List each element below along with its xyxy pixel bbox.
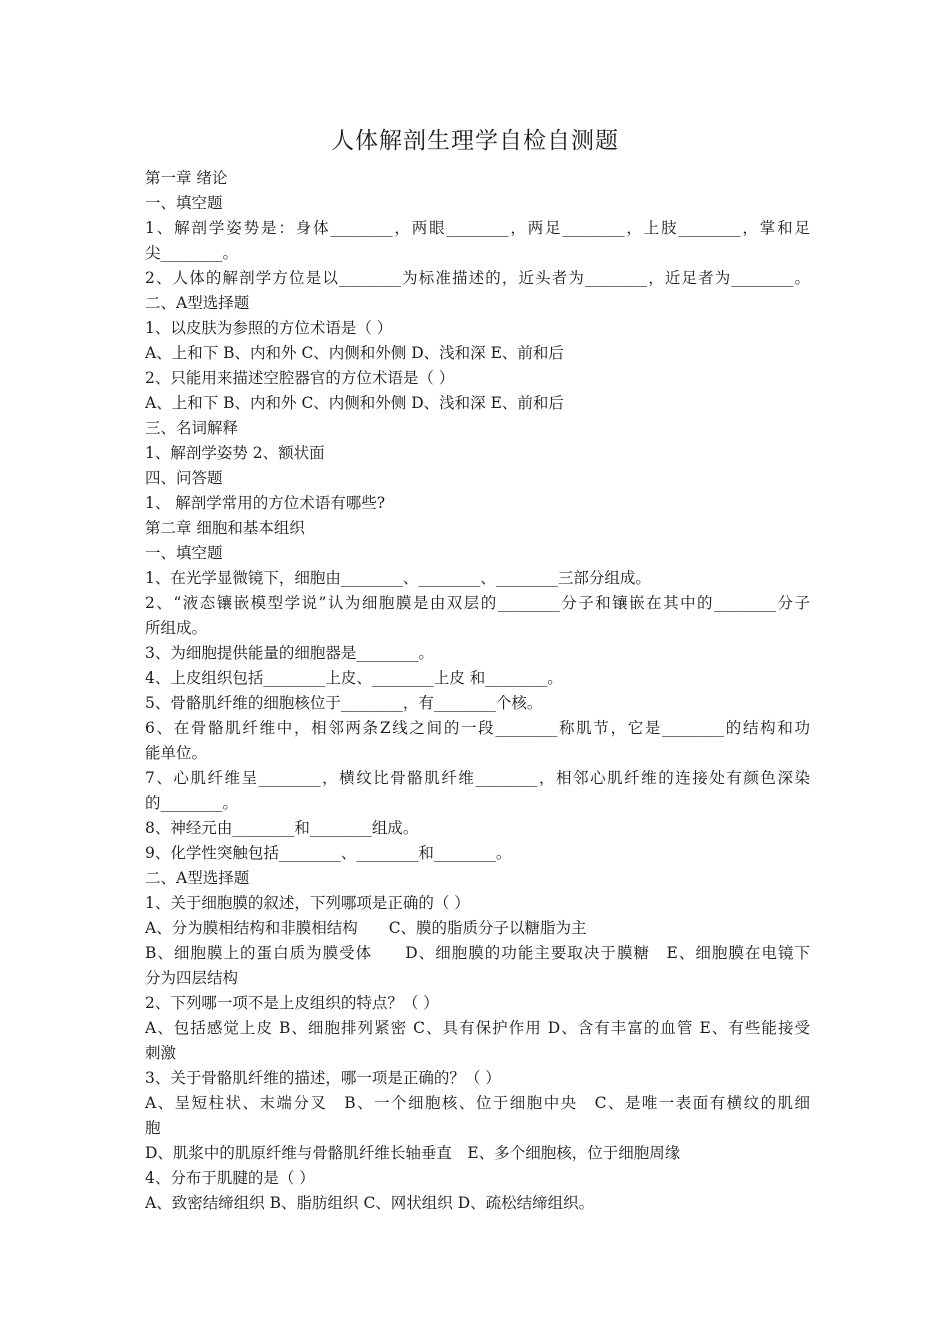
text-line: 一、填空题 xyxy=(145,194,223,212)
text-line: B、细胞膜上的蛋白质为膜受体 D、细胞膜的功能主要取决于膜糖 E、细胞膜在电镜下 xyxy=(145,944,810,962)
text-line: A、呈短柱状、末端分叉 B、一个细胞核、位于细胞中央 C、是唯一表面有横纹的肌细 xyxy=(145,1094,810,1112)
text-line: 9、化学性突触包括________、________和________。 xyxy=(145,844,512,862)
text-line: 四、问答题 xyxy=(145,469,223,487)
text-line: 4、分布于肌腱的是（ ） xyxy=(145,1169,315,1187)
text-line: 2、只能用来描述空腔器官的方位术语是（ ） xyxy=(145,369,455,387)
text-line: 1、解剖学姿势 2、额状面 xyxy=(145,444,325,462)
text-line: 1、 解剖学常用的方位术语有哪些? xyxy=(145,494,386,512)
text-line: 三、名词解释 xyxy=(145,419,239,437)
text-line: 的________。 xyxy=(145,794,239,812)
text-line: 3、关于骨骼肌纤维的描述，哪一项是正确的？（ ） xyxy=(145,1069,501,1087)
text-line: 二、A型选择题 xyxy=(145,869,250,887)
text-line: A、分为膜相结构和非膜相结构 C、膜的脂质分子以糖脂为主 xyxy=(145,919,587,937)
text-line: 7、心肌纤维呈________，横纹比骨骼肌纤维________，相邻心肌纤维的连接处有颜色深染 xyxy=(145,769,810,787)
text-line: 1、解剖学姿势是：身体________，两眼________，两足________，上肢________，掌和足 xyxy=(145,219,810,237)
text-line: 2、“液态镶嵌模型学说”认为细胞膜是由双层的________分子和镶嵌在其中的________分子 xyxy=(145,594,810,612)
text-line: 所组成。 xyxy=(145,619,208,637)
text-line: 一、填空题 xyxy=(145,544,223,562)
text-line: 二、A型选择题 xyxy=(145,294,250,312)
text-line: D、肌浆中的肌原纤维与骨骼肌纤维长轴垂直 E、多个细胞核，位于细胞周缘 xyxy=(145,1144,681,1162)
text-line: 8、神经元由________和________组成。 xyxy=(145,819,419,837)
text-line: A、致密结缔组织 B、脂肪组织 C、网状组织 D、疏松结缔组织。 xyxy=(145,1194,595,1212)
text-line: 胞 xyxy=(145,1119,161,1137)
text-line: 6、在骨骼肌纤维中，相邻两条Z线之间的一段________称肌节，它是________的结构和功 xyxy=(145,719,810,737)
text-line: 尖________。 xyxy=(145,244,239,262)
document-title: 人体解剖生理学自检自测题 xyxy=(331,128,619,154)
text-line: 第二章 细胞和基本组织 xyxy=(145,519,305,537)
text-line: A、包括感觉上皮 B、细胞排列紧密 C、具有保护作用 D、含有丰富的血管 E、有些能接受 xyxy=(145,1019,810,1037)
text-line: 能单位。 xyxy=(145,744,208,762)
text-line: 3、为细胞提供能量的细胞器是________。 xyxy=(145,644,434,662)
text-line: A、上和下 B、内和外 C、内侧和外侧 D、浅和深 E、前和后 xyxy=(145,344,564,362)
text-line: 2、下列哪一项不是上皮组织的特点？（ ） xyxy=(145,994,439,1012)
text-line: 刺激 xyxy=(145,1044,177,1062)
text-line: 5、骨骼肌纤维的细胞核位于________，有________个核。 xyxy=(145,694,543,712)
text-line: 1、以皮肤为参照的方位术语是（ ） xyxy=(145,319,393,337)
text-line: 1、在光学显微镜下，细胞由________、________、________三部分组成。 xyxy=(145,569,651,587)
text-line: A、上和下 B、内和外 C、内侧和外侧 D、浅和深 E、前和后 xyxy=(145,394,564,412)
text-line: 1、关于细胞膜的叙述，下列哪项是正确的（ ） xyxy=(145,894,470,912)
text-line: 第一章 绪论 xyxy=(145,169,228,187)
text-line: 2、人体的解剖学方位是以________为标准描述的，近头者为________，近足者为________。 xyxy=(145,269,810,287)
text-line: 分为四层结构 xyxy=(145,969,239,987)
text-line: 4、上皮组织包括________上皮、________上皮 和________。 xyxy=(145,669,563,687)
document-body xyxy=(145,166,810,1216)
